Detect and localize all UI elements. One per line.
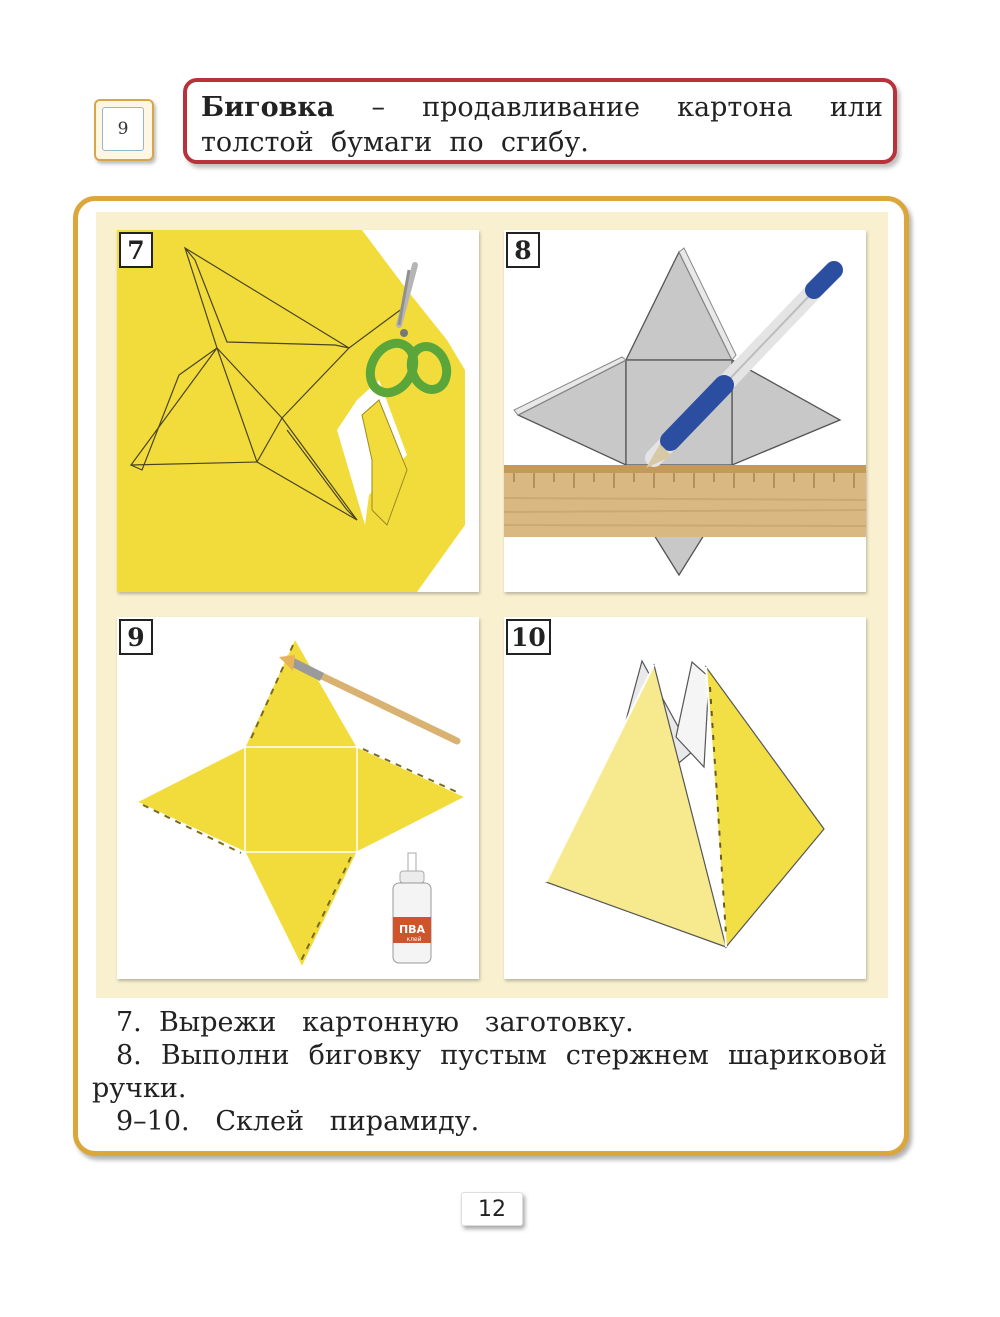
ruler [504,465,866,537]
panel-step-8 [504,230,866,592]
instruction-word: биговку [308,1040,422,1071]
instruction-step-8-cont: ручки. [92,1073,187,1104]
step-number-9: 9 [119,619,153,655]
instruction-word: Выполни [160,1040,290,1071]
instruction-word: Вырежи [158,1007,277,1038]
pyramid-illustration [504,617,866,979]
instruction-word: заготовку. [484,1007,634,1038]
definition-dash: – [371,92,386,123]
instruction-step-9-10 [92,1105,887,1138]
page-number: 12 [461,1192,523,1226]
instructions [92,1006,887,1138]
instruction-word: 8. [116,1040,142,1071]
definition-box [183,78,897,164]
instruction-word: пирамиду. [329,1106,480,1137]
glue-sub-label: клей [406,936,422,943]
cut-card-illustration [117,230,479,592]
definition-term: Биговка [201,92,335,123]
instruction-step-8 [92,1039,887,1072]
step-number-10: 10 [506,619,551,655]
definition-word: или [829,92,883,123]
ruler-crease-illustration [504,230,866,592]
instruction-word: Склей [215,1106,305,1137]
panel-step-9 [117,617,479,979]
definition-line-2 [201,125,883,160]
step-number-8: 8 [506,232,540,268]
glue-bottle-icon [393,853,431,963]
step-number-7: 7 [119,232,153,268]
glue-card-illustration [117,617,479,979]
definition-word: картона [677,92,793,123]
instruction-word: картонную [302,1007,459,1038]
definition-word: сгибу. [500,127,589,158]
definition-word: продавливание [422,92,641,123]
instruction-word: стержнем [565,1040,709,1071]
book-badge [94,99,154,161]
instruction-word: шариковой [727,1040,887,1071]
instruction-word: пустым [440,1040,547,1071]
glue-label: ПВА [398,923,426,936]
panel-step-7 [117,230,479,592]
panel-step-10 [504,617,866,979]
instruction-step-7 [92,1006,887,1039]
book-badge-number: 9 [102,107,144,151]
definition-word: толстой [201,127,314,158]
instruction-word: 9–10. [116,1106,190,1137]
definition-line-1 [201,90,883,125]
definition-word: бумаги [330,127,433,158]
definition-word: по [449,127,484,158]
instruction-word: 7. [116,1007,142,1038]
